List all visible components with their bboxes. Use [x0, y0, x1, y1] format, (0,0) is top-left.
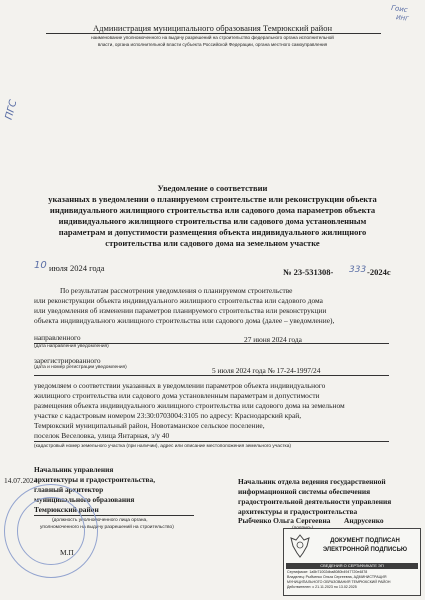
seal-place-mark: М.П. — [60, 548, 76, 557]
esig-validity: Действителен: с 21.11.2023 по 13.02.2025 — [287, 585, 357, 589]
esig-title-2: ЭЛЕКТРОННОЙ ПОДПИСЬЮ — [322, 547, 408, 553]
signer-title: Начальник управления — [34, 465, 114, 474]
address-caption: (кадастровый номер земельного участка (при наличии), адрес или описание местоположения земельного участка) — [34, 444, 292, 449]
document-title-line: индивидуального жилищного строительства или садового дома параметров объекта — [49, 205, 376, 215]
body-paragraph-2: уведомляем о соответствии указанных в уведомлении параметров объекта индивидуального — [34, 381, 326, 390]
signer-title-line: архитектуры и градостроительства, — [34, 475, 156, 484]
document-title-line: параметрам и допустимости размещения объекта индивидуального жилищного — [58, 227, 367, 237]
sent-label: направленного — [34, 333, 81, 342]
header-caption-2: власти, органа исполнительной власти субъекта Российской Федерации, органа местного самоуправления — [97, 42, 328, 47]
registered-line — [34, 375, 389, 376]
document-title-line: строительства или садового дома на земельном участке — [105, 238, 320, 248]
responsible-title-line: архитектуры и градостроительства — [238, 507, 358, 516]
handwritten-number: 333 — [349, 265, 367, 275]
signer-title-line: Темрюкский район — [34, 505, 99, 514]
body-paragraph-2-line: Темрюкский муниципальный район, Новотаманское сельское поселение, — [34, 421, 265, 430]
registered-caption: (дата и номер регистрации уведомления) — [34, 365, 127, 370]
body-paragraph-1-line: объекта индивидуального жилищного строительства или садового дома (далее – уведомление), — [34, 316, 335, 325]
signer-title-line: муниципального образования — [34, 495, 135, 504]
document-number-prefix: № 23-531308- — [283, 267, 334, 277]
signer-caption-2: уполномоченного на выдачу разрешений на строительство) — [40, 525, 174, 530]
responsible-name: Рыбченко Ольга Сергеевна — [238, 516, 331, 525]
responsible-title-line: градостроительной деятельности управления — [238, 497, 392, 506]
responsible-second-name: Андрусенко — [344, 516, 384, 525]
registered-value: 5 июля 2024 года № 17-24-1997/24 — [212, 366, 321, 375]
header-line — [46, 33, 381, 34]
esig-certificate: Сертификат: 1a5b71002dba8080b4947720e4878 — [287, 570, 368, 574]
handwritten-corner-note: Гоис — [390, 3, 409, 15]
signer-title-line: главный архитектор — [34, 485, 104, 494]
address-underline — [34, 441, 389, 442]
sent-caption: (дата направления уведомления) — [34, 344, 109, 349]
esig-title: ДОКУМЕНТ ПОДПИСАН — [330, 538, 400, 544]
body-paragraph-2-line: размещения объекта индивидуального жилищного строительства или садового дома на земельном — [34, 401, 345, 410]
handwritten-corner-note-2: ИНГ — [395, 14, 409, 23]
responsible-title-line: информационной системы обеспечения — [238, 487, 371, 496]
signer-caption: (должность уполномоченного лица органа, — [52, 518, 148, 523]
header-caption: наименование уполномоченного на выдачу разрешений на строительство федерального органа исполнительной — [91, 35, 334, 40]
issuing-authority: Администрация муниципального образования Темрюкский район — [92, 23, 333, 33]
document-date: июля 2024 года — [49, 263, 105, 273]
esig-owner: Владелец: Рыбченко Ольга Сергеевна, АДМИНИСТРАЦИЯ — [287, 575, 387, 579]
sent-date: 27 июня 2024 года — [244, 335, 302, 344]
esig-certificate-bar: СВЕДЕНИЯ О СЕРТИФИКАТЕ ЭП — [286, 563, 418, 569]
electronic-signature-box — [283, 528, 421, 596]
coat-of-arms-icon — [289, 533, 311, 559]
body-paragraph-1-line: или реконструкции объекта индивидуального жилищного строительства или садового дома — [34, 296, 323, 305]
document-number-suffix: -2024с — [367, 267, 391, 277]
body-paragraph-1-line: или уведомления об изменении параметров планируемого строительства или реконструкции — [34, 306, 327, 315]
document-title-line: указанных в уведомлении о планируемом строительстве или реконструкции объекта — [48, 194, 377, 204]
registered-label: зарегистрированного — [34, 356, 101, 365]
responsible-title: Начальник отдела ведения государственной — [238, 477, 386, 486]
handwritten-margin-note: ПГС — [3, 98, 20, 121]
official-seal-inner-ring — [17, 497, 85, 565]
body-paragraph-2-line: поселок Веселовка, улица Янтарная, з/у 40 — [34, 431, 170, 440]
handwritten-day: 10 — [34, 260, 47, 271]
body-paragraph-2-line: участке с кадастровым номером 23:30:0703004:3105 по адресу: Краснодарский край, — [34, 411, 302, 420]
official-seal-stamp — [4, 484, 98, 578]
esig-org: МУНИЦИПАЛЬНОГО ОБРАЗОВАНИЯ ТЕМРЮКСКИЙ РАЙОН — [287, 580, 391, 584]
body-paragraph-2-line: жилищного строительства или садового дома установленным параметрам и допустимости — [34, 391, 320, 400]
document-title: Уведомление о соответствии — [157, 183, 268, 193]
document-title-line: индивидуального жилищного строительства или садового дома установленным — [58, 216, 367, 226]
body-paragraph-1: По результатам рассмотрения уведомления о планируемом строительстве — [60, 286, 293, 295]
signature-date-overlay: 14.07.2024 — [4, 476, 38, 485]
